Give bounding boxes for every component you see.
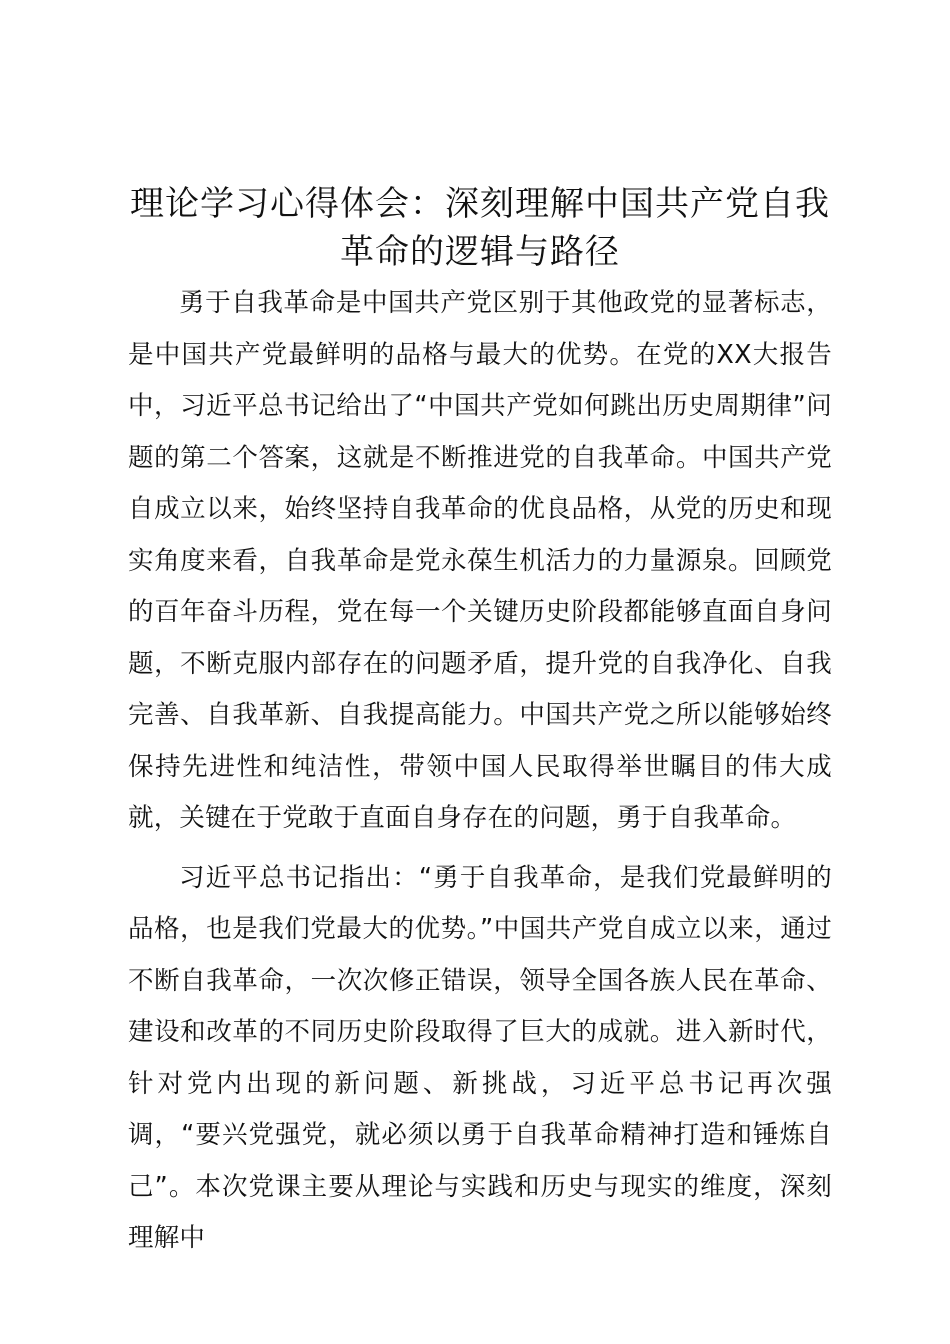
paragraph-spacer bbox=[128, 845, 832, 853]
document-title: 理论学习心得体会：深刻理解中国共产党自我革命的逻辑与路径 bbox=[130, 184, 830, 272]
document-body bbox=[128, 278, 832, 1265]
paragraph-1: 勇于自我革命是中国共产党区别于其他政党的显著标志，是中国共产党最鲜明的品格与最大的优势。在党的XX大报告中，习近平总书记给出了“中国共产党如何跳出历史周期律”问题的第二个答案，这就是不断推进党的自我革命。中国共产党自成立以来，始终坚持自我革命的优良品格，从党的历史和现实角度来看，自我革命是党永葆生机活力的力量源泉。回顾党的百年奋斗历程，党在每一个关键历史阶段都能够直面自身问题，不断克服内部存在的问题矛盾，提升党的自我净化、自我完善、自我革新、自我提高能力。中国共产党之所以能够始终保持先进性和纯洁性，带领中国人民取得举世瞩目的伟大成就，关键在于党敢于直面自身存在的问题，勇于自我革命。 bbox=[128, 288, 832, 833]
paragraph-2: 习近平总书记指出：“勇于自我革命，是我们党最鲜明的品格，也是我们党最大的优势。”中国共产党自成立以来，通过不断自我革命，一次次修正错误，领导全国各族人民在革命、建设和改革的不同历史阶段取得了巨大的成就。进入新时代，针对党内出现的新问题、新挑战，习近平总书记再次强调，“要兴党强党，就必须以勇于自我革命精神打造和锤炼自己”。本次党课主要从理论与实践和历史与现实的维度，深刻理解中 bbox=[128, 862, 832, 1253]
